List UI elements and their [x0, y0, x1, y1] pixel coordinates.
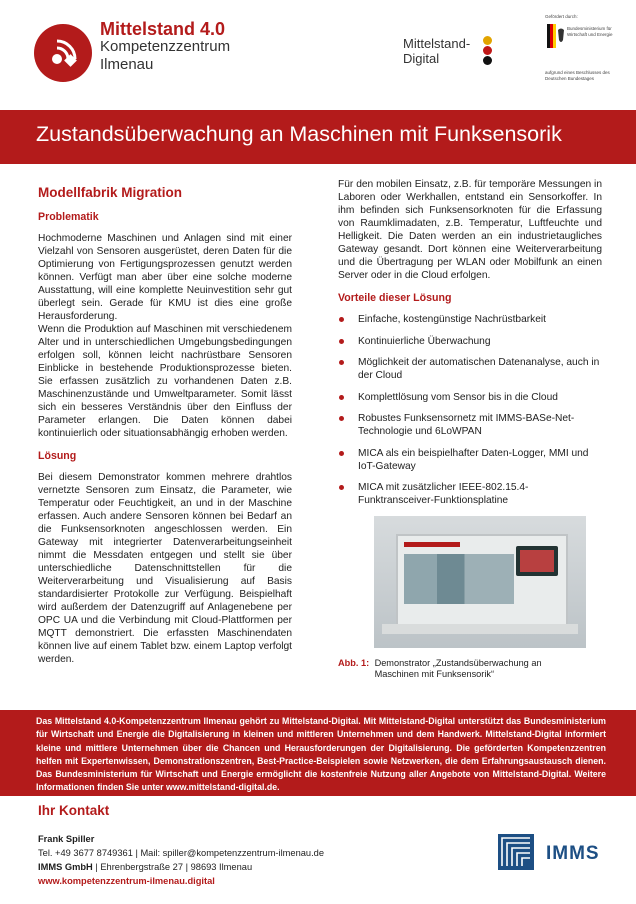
contact-section [38, 804, 458, 888]
imms-logo-text: IMMS [546, 843, 600, 864]
sponsor-ministry: Bundesministerium für Wirtschaft und Energie [567, 26, 613, 37]
info-band-text: Das Mittelstand 4.0-Kompetenzzentrum Ilmenau gehört zu Mittelstand-Digital. Mit Mittelstand-Digital unterstützt das Bundesministerium für Wirtschaft und Energie die Digitalisierung in kleinen und mittleren Unternehmen und dem Handwerk. Mittelstand-Digital informiert kleine und mittlere Unternehmen über die Chancen und Herausforderungen der Digitalisierung. Die geförderten Kompetenzzentren helfen mit Expertenwissen, Demonstrationszentren, Best-Practice-Beispielen sowie Netzwerken, die dem Erfahrungsaustausch dienen. Das Bundesministerium für Wirtschaft und Energie ermöglicht die kostenfreie Nutzung aller Angebote von Mittelstand-Digital. Weitere Informationen finden Sie unter www.mittelstand-digital.de. [36, 716, 606, 793]
solution-heading: Lösung [38, 450, 77, 462]
md-dots-icon [483, 36, 497, 64]
page-header [0, 0, 636, 110]
title-banner [0, 110, 636, 164]
imms-logo-icon [498, 834, 534, 870]
solution-paragraph: Bei diesem Demonstrator kommen mehrere drahtlos vernetzte Sensoren zum Einsatz, die Parameter, wie Temperatur oder Feuchtigkeit, an und in der Maschine erfassen. Auch andere Sensoren können bei Bedarf an die Funksensorknoten angeschlossen werden. Ein Gateway mit integrierter Datenverarbeitungseinheit nimmt die Messdaten entgegen und stellt sie über unterschiedliche Datenschnittstellen für die Weiterverarbeitung und Visualisierung auf Basis standardisierter Protokolle zur Verfügung. Beispielhaft wird außerdem der Datenzugriff auf Anlagenebene per OPC UA und die Verbindung mit Cloud-Plattformen per MQTT demonstriert. Die erfassten Maschinendaten können live auf einem Tablet bzw. einem Laptop verfolgt werden. [38, 472, 292, 665]
logo-line-2: Kompetenzzentrum [100, 38, 231, 55]
left-column [38, 178, 292, 666]
kompetenzzentrum-logo-text [100, 20, 230, 74]
contact-company: IMMS GmbH [38, 862, 93, 872]
logo-line-3: Ilmenau [100, 56, 154, 73]
right-column [338, 178, 602, 681]
contact-address [38, 860, 458, 874]
intro-paragraph: Für den mobilen Einsatz, z.B. für temporäre Messungen in Laboren oder Werkhallen, entstand ein Sensorkoffer. In ihm befinden sich Funksensorknoten für die Erfassung von Raumklimadaten, z.B. Temperatur, Luftfeuchte und Helligkeit. Die Daten werden an ein industrietaugliches Gateway gesandt. Dort können eine Weiterverarbeitung und die Übertragung per WLAN oder Mobilfunk an einen Server oder in die Cloud erfolgen. [338, 179, 602, 281]
section-heading: Modellfabrik Migration [38, 185, 183, 200]
demonstrator-photo [374, 516, 586, 648]
contact-heading: Ihr Kontakt [38, 803, 110, 818]
md-logo-line-1: Mittelstand- [403, 36, 471, 51]
problem-heading: Problematik [38, 211, 99, 223]
mittelstand-digital-logo [403, 36, 470, 66]
logo-title: Mittelstand 4.0 [100, 19, 226, 39]
list-item: Robustes Funksensornetz mit IMMS-BASe-Net-Technologie und 6LoWPAN [338, 412, 602, 438]
list-item: MICA mit zusätzlicher IEEE-802.15.4-Funktransceiver-Funktionsplatine [338, 481, 602, 507]
md-logo-line-2: Digital [403, 51, 440, 66]
list-item: MICA als ein beispielhafter Daten-Logger, MMI und IoT-Gateway [338, 447, 602, 473]
kompetenzzentrum-logo-icon [34, 24, 92, 82]
list-item: Kontinuierliche Überwachung [338, 335, 602, 348]
problem-paragraph-1: Hochmoderne Maschinen und Anlagen sind mit einer Vielzahl von Sensoren ausgerüstet, deren Daten für die Optimierung von Fertigungsprozessen genutzt werden können. Verfügt man aber über eine solche moderne Ausstattung, will eine komplette Neuinvestition sehr gut überlegt sein. Gerade für KMU ist dies eine große Herausforderung. [38, 233, 292, 322]
website-link[interactable]: www.kompetenzzentrum-ilmenau.digital [38, 876, 215, 886]
caption-text: Demonstrator „Zustandsüberwachung an Maschinen mit Funksensorik“ [374, 657, 542, 679]
list-item: Möglichkeit der automatischen Datenanalyse, auch in der Cloud [338, 356, 602, 382]
demonstrator-display [396, 534, 568, 626]
advantages-heading: Vorteile dieser Lösung [338, 292, 452, 304]
info-band [0, 710, 636, 796]
page-title: Zustandsüberwachung an Maschinen mit Funksensorik [36, 122, 562, 146]
caption-label: Abb. 1: [338, 657, 370, 668]
contact-address-text: | Ehrenbergstraße 27 | 98693 Ilmenau [92, 862, 253, 872]
figure-caption [338, 658, 602, 681]
sponsor-bottom-label: aufgrund eines Beschlusses des Deutschen Bundestages [545, 70, 610, 81]
list-item: Einfache, kostengünstige Nachrüstbarkeit [338, 313, 602, 326]
advantages-list [338, 313, 602, 507]
federal-eagle-icon [547, 24, 565, 48]
contact-name: Frank Spiller [38, 834, 95, 844]
sponsor-top-label: Gefördert durch: [545, 14, 578, 19]
problem-paragraph-2: Wenn die Produktion auf Maschinen mit verschiedenem Alter und in unterschiedlichen Umgebungsbedingungen erfolgen soll, können leicht nachrüstbare Sensoren Einblicke in bestehende Produktionsprozesse bieten. Sie erfassen zusätzlich zu vorhandenen Daten z.B. Maschinenzustände und Umweltparameter. Somit lässt sich ein besseres Verständnis über den Einfluss der Parameter erlangen. Die Daten können dabei kontinuierlich oder situationsabhängig erhoben werden. [38, 324, 292, 439]
list-item: Komplettlösung vom Sensor bis in die Cloud [338, 391, 602, 404]
contact-phone-mail[interactable]: Tel. +49 3677 8749361 | Mail: spiller@kompetenzzentrum-ilmenau.de [38, 848, 325, 858]
